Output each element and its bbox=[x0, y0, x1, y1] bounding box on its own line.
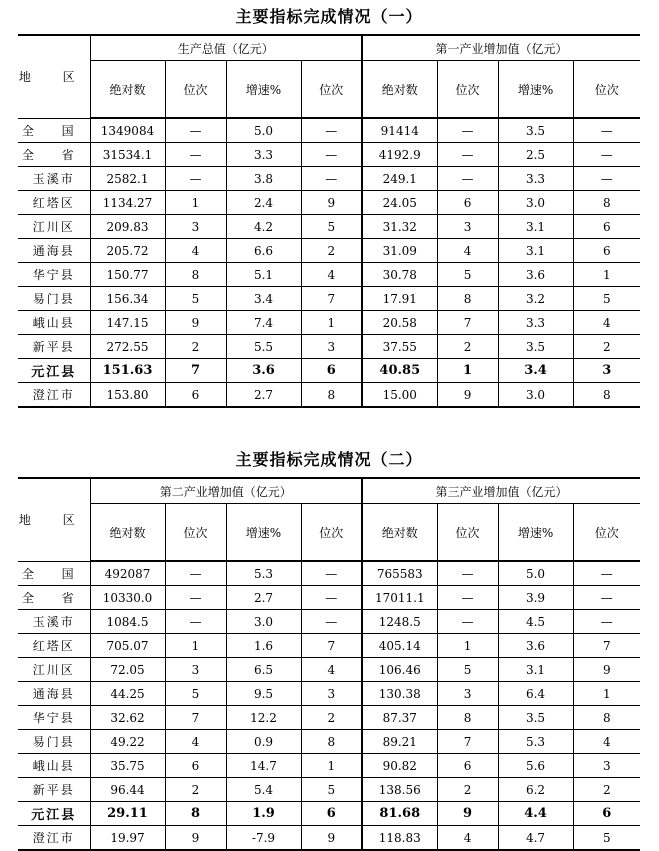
table-cell: 7 bbox=[301, 634, 362, 658]
table-row bbox=[18, 658, 640, 682]
table-cell: 3 bbox=[573, 359, 640, 383]
table-cell: — bbox=[437, 118, 498, 143]
table-cell: 19.97 bbox=[90, 826, 165, 851]
table-cell: 9.5 bbox=[226, 682, 301, 706]
table-cell: 5.0 bbox=[226, 118, 301, 143]
table-cell: 1 bbox=[301, 754, 362, 778]
table-cell: 6 bbox=[165, 383, 226, 408]
table-cell: 4192.9 bbox=[362, 143, 437, 167]
region-name: 新平县 bbox=[18, 778, 90, 802]
column-header: 位次 bbox=[437, 61, 498, 119]
table-cell: 4.7 bbox=[498, 826, 573, 851]
table-cell: 4 bbox=[165, 239, 226, 263]
table-cell: 9 bbox=[165, 311, 226, 335]
table-cell: 2.7 bbox=[226, 383, 301, 408]
table-cell: 30.78 bbox=[362, 263, 437, 287]
table-row bbox=[18, 215, 640, 239]
table-cell: 3.3 bbox=[226, 143, 301, 167]
table-cell: 3 bbox=[301, 682, 362, 706]
table-cell: 5 bbox=[301, 215, 362, 239]
table-cell: 765583 bbox=[362, 561, 437, 586]
table-section-1 bbox=[18, 0, 640, 408]
table-cell: 8 bbox=[573, 383, 640, 408]
table-cell: 31534.1 bbox=[90, 143, 165, 167]
table-cell: — bbox=[165, 561, 226, 586]
table-row bbox=[18, 335, 640, 359]
region-name: 新平县 bbox=[18, 335, 90, 359]
table-cell: 1.6 bbox=[226, 634, 301, 658]
table-cell: 9 bbox=[437, 802, 498, 826]
column-header: 位次 bbox=[301, 504, 362, 562]
table-cell: 3.1 bbox=[498, 239, 573, 263]
table-cell: 6.2 bbox=[498, 778, 573, 802]
table-cell: 3.1 bbox=[498, 658, 573, 682]
table-cell: 151.63 bbox=[90, 359, 165, 383]
table-cell: 5 bbox=[437, 263, 498, 287]
region-header: 地 区 bbox=[18, 478, 90, 561]
region-name: 通海县 bbox=[18, 682, 90, 706]
region-name: 峨山县 bbox=[18, 754, 90, 778]
table-row bbox=[18, 239, 640, 263]
table-cell: 153.80 bbox=[90, 383, 165, 408]
table-cell: 3.3 bbox=[498, 311, 573, 335]
table-cell: 5.3 bbox=[226, 561, 301, 586]
region-name: 红塔区 bbox=[18, 634, 90, 658]
table-cell: 7 bbox=[165, 706, 226, 730]
table-cell: 49.22 bbox=[90, 730, 165, 754]
column-header: 绝对数 bbox=[362, 504, 437, 562]
table-cell: 3 bbox=[437, 682, 498, 706]
region-name: 全 省 bbox=[18, 586, 90, 610]
table-cell: 5 bbox=[165, 682, 226, 706]
table-cell: 4.5 bbox=[498, 610, 573, 634]
column-header: 增速% bbox=[226, 504, 301, 562]
table-row bbox=[18, 143, 640, 167]
table-cell: 3.6 bbox=[226, 359, 301, 383]
table-cell: 5.6 bbox=[498, 754, 573, 778]
table-cell: 3.3 bbox=[498, 167, 573, 191]
table-cell: — bbox=[437, 143, 498, 167]
column-header: 位次 bbox=[165, 61, 226, 119]
table-cell: 130.38 bbox=[362, 682, 437, 706]
table-cell: — bbox=[437, 586, 498, 610]
table-cell: 6 bbox=[573, 215, 640, 239]
table-cell: 156.34 bbox=[90, 287, 165, 311]
table-cell: 14.7 bbox=[226, 754, 301, 778]
table-cell: — bbox=[437, 167, 498, 191]
table-cell: 6.6 bbox=[226, 239, 301, 263]
table-cell: — bbox=[301, 118, 362, 143]
column-header: 增速% bbox=[226, 61, 301, 119]
table-cell: 5 bbox=[573, 287, 640, 311]
table-cell: 1 bbox=[573, 682, 640, 706]
table-row bbox=[18, 634, 640, 658]
table-cell: 3.5 bbox=[498, 118, 573, 143]
table-cell: 17011.1 bbox=[362, 586, 437, 610]
region-name: 玉溪市 bbox=[18, 167, 90, 191]
table-row bbox=[18, 754, 640, 778]
table-cell: 3.5 bbox=[498, 706, 573, 730]
table-cell: 3.4 bbox=[498, 359, 573, 383]
table-cell: 4 bbox=[301, 658, 362, 682]
table-cell: 106.46 bbox=[362, 658, 437, 682]
table-cell: — bbox=[301, 586, 362, 610]
table-cell: 17.91 bbox=[362, 287, 437, 311]
column-header: 位次 bbox=[573, 504, 640, 562]
region-name: 全 省 bbox=[18, 143, 90, 167]
table-row bbox=[18, 778, 640, 802]
table-cell: 44.25 bbox=[90, 682, 165, 706]
region-name: 元江县 bbox=[18, 359, 90, 383]
table-cell: 2 bbox=[301, 239, 362, 263]
table-cell: 3 bbox=[301, 335, 362, 359]
table-cell: 1 bbox=[165, 634, 226, 658]
table-cell: 8 bbox=[165, 802, 226, 826]
table-row bbox=[18, 191, 640, 215]
table-cell: 90.82 bbox=[362, 754, 437, 778]
column-header: 增速% bbox=[498, 504, 573, 562]
table-cell: 3 bbox=[437, 215, 498, 239]
table-row bbox=[18, 802, 640, 826]
table-cell: 5.0 bbox=[498, 561, 573, 586]
region-name: 元江县 bbox=[18, 802, 90, 826]
table-cell: 29.11 bbox=[90, 802, 165, 826]
column-header: 位次 bbox=[301, 61, 362, 119]
region-header: 地 区 bbox=[18, 35, 90, 118]
table-cell: 35.75 bbox=[90, 754, 165, 778]
table-cell: 1.9 bbox=[226, 802, 301, 826]
table-cell: 6 bbox=[301, 802, 362, 826]
table-body bbox=[18, 118, 640, 407]
table-cell: — bbox=[165, 118, 226, 143]
table-body bbox=[18, 561, 640, 850]
table-cell: 3 bbox=[165, 658, 226, 682]
table-cell: 2.7 bbox=[226, 586, 301, 610]
table-cell: 7.4 bbox=[226, 311, 301, 335]
table-cell: 147.15 bbox=[90, 311, 165, 335]
table-cell: 9 bbox=[437, 383, 498, 408]
table-cell: 20.58 bbox=[362, 311, 437, 335]
table-cell: 1349084 bbox=[90, 118, 165, 143]
table-cell: 1 bbox=[437, 359, 498, 383]
table-row bbox=[18, 610, 640, 634]
table-cell: 4 bbox=[437, 826, 498, 851]
table-cell: 2582.1 bbox=[90, 167, 165, 191]
region-name: 玉溪市 bbox=[18, 610, 90, 634]
table-cell: 37.55 bbox=[362, 335, 437, 359]
table-cell: 1084.5 bbox=[90, 610, 165, 634]
column-header: 位次 bbox=[573, 61, 640, 119]
table-cell: 5 bbox=[165, 287, 226, 311]
table-cell: — bbox=[573, 118, 640, 143]
table-cell: 9 bbox=[301, 191, 362, 215]
table-cell: 8 bbox=[437, 287, 498, 311]
table-cell: 3 bbox=[573, 754, 640, 778]
region-name: 易门县 bbox=[18, 287, 90, 311]
table-cell: — bbox=[573, 167, 640, 191]
table-cell: 150.77 bbox=[90, 263, 165, 287]
table-cell: — bbox=[165, 167, 226, 191]
table-cell: 8 bbox=[165, 263, 226, 287]
table-row bbox=[18, 383, 640, 408]
table-cell: 2 bbox=[437, 335, 498, 359]
region-name: 峨山县 bbox=[18, 311, 90, 335]
table-cell: 205.72 bbox=[90, 239, 165, 263]
table-cell: 1134.27 bbox=[90, 191, 165, 215]
table-cell: 7 bbox=[437, 730, 498, 754]
table-cell: 5 bbox=[573, 826, 640, 851]
table-cell: 81.68 bbox=[362, 802, 437, 826]
table-cell: 6.5 bbox=[226, 658, 301, 682]
table-row bbox=[18, 118, 640, 143]
table-cell: 6.4 bbox=[498, 682, 573, 706]
table-cell: 40.85 bbox=[362, 359, 437, 383]
table-cell: 3.0 bbox=[498, 383, 573, 408]
region-name: 红塔区 bbox=[18, 191, 90, 215]
region-name: 华宁县 bbox=[18, 263, 90, 287]
table-cell: — bbox=[573, 586, 640, 610]
table-cell: — bbox=[301, 561, 362, 586]
group-header: 第三产业增加值（亿元） bbox=[362, 478, 640, 504]
table-cell: — bbox=[165, 143, 226, 167]
table-cell: 1 bbox=[165, 191, 226, 215]
table-cell: 3.9 bbox=[498, 586, 573, 610]
table-cell: 31.32 bbox=[362, 215, 437, 239]
region-name: 全 国 bbox=[18, 561, 90, 586]
table-row bbox=[18, 826, 640, 851]
table-cell: — bbox=[165, 586, 226, 610]
table-cell: 3 bbox=[165, 215, 226, 239]
table-cell: — bbox=[301, 143, 362, 167]
table-cell: 5.5 bbox=[226, 335, 301, 359]
table-cell: 249.1 bbox=[362, 167, 437, 191]
table-cell: 5.1 bbox=[226, 263, 301, 287]
table-cell: 72.05 bbox=[90, 658, 165, 682]
table-cell: 1 bbox=[301, 311, 362, 335]
table-cell: 2 bbox=[573, 335, 640, 359]
table-cell: 118.83 bbox=[362, 826, 437, 851]
column-header: 绝对数 bbox=[90, 61, 165, 119]
table-cell: 2 bbox=[165, 778, 226, 802]
table-cell: 8 bbox=[573, 191, 640, 215]
table-cell: 4 bbox=[573, 311, 640, 335]
table-cell: 272.55 bbox=[90, 335, 165, 359]
table-cell: — bbox=[165, 610, 226, 634]
table-row bbox=[18, 287, 640, 311]
table-cell: 4 bbox=[301, 263, 362, 287]
table-cell: 6 bbox=[437, 754, 498, 778]
table-cell: 2 bbox=[437, 778, 498, 802]
table-title: 主要指标完成情况（二） bbox=[235, 450, 423, 469]
region-name: 易门县 bbox=[18, 730, 90, 754]
table-cell: 24.05 bbox=[362, 191, 437, 215]
table-row bbox=[18, 263, 640, 287]
table-cell: 4 bbox=[437, 239, 498, 263]
table-cell: 9 bbox=[301, 826, 362, 851]
indicator-table-2 bbox=[18, 477, 640, 851]
table-cell: — bbox=[437, 610, 498, 634]
table-cell: 2.4 bbox=[226, 191, 301, 215]
table-cell: 6 bbox=[301, 359, 362, 383]
table-cell: 31.09 bbox=[362, 239, 437, 263]
indicator-table-1 bbox=[18, 34, 640, 408]
table-cell: 9 bbox=[165, 826, 226, 851]
table-cell: 3.0 bbox=[498, 191, 573, 215]
table-cell: 8 bbox=[573, 706, 640, 730]
table-cell: 3.6 bbox=[498, 263, 573, 287]
table-cell: 9 bbox=[573, 658, 640, 682]
table-cell: 7 bbox=[165, 359, 226, 383]
table-cell: 8 bbox=[301, 383, 362, 408]
table-cell: 2 bbox=[165, 335, 226, 359]
table-cell: 2 bbox=[573, 778, 640, 802]
table-cell: 1248.5 bbox=[362, 610, 437, 634]
table-cell: 7 bbox=[301, 287, 362, 311]
table-cell: 3.0 bbox=[226, 610, 301, 634]
column-header: 绝对数 bbox=[90, 504, 165, 562]
table-cell: 89.21 bbox=[362, 730, 437, 754]
table-cell: 705.07 bbox=[90, 634, 165, 658]
table-cell: 5.3 bbox=[498, 730, 573, 754]
table-cell: 32.62 bbox=[90, 706, 165, 730]
table-cell: 3.8 bbox=[226, 167, 301, 191]
region-name: 澄江市 bbox=[18, 383, 90, 408]
table-cell: 3.6 bbox=[498, 634, 573, 658]
table-cell: — bbox=[437, 561, 498, 586]
table-cell: 4.2 bbox=[226, 215, 301, 239]
table-cell: 96.44 bbox=[90, 778, 165, 802]
table-row bbox=[18, 682, 640, 706]
group-header: 生产总值（亿元） bbox=[90, 35, 362, 61]
region-name: 江川区 bbox=[18, 658, 90, 682]
table-cell: 6 bbox=[165, 754, 226, 778]
table-cell: 6 bbox=[573, 802, 640, 826]
table-row bbox=[18, 730, 640, 754]
table-cell: 4.4 bbox=[498, 802, 573, 826]
table-cell: 2.5 bbox=[498, 143, 573, 167]
table-cell: 2 bbox=[301, 706, 362, 730]
column-header: 位次 bbox=[437, 504, 498, 562]
region-name: 通海县 bbox=[18, 239, 90, 263]
table-cell: 3.5 bbox=[498, 335, 573, 359]
region-name: 华宁县 bbox=[18, 706, 90, 730]
table-row bbox=[18, 359, 640, 383]
table-cell: 405.14 bbox=[362, 634, 437, 658]
table-title: 主要指标完成情况（一） bbox=[235, 7, 423, 26]
table-cell: 91414 bbox=[362, 118, 437, 143]
table-cell: 8 bbox=[301, 730, 362, 754]
table-cell: 7 bbox=[573, 634, 640, 658]
table-cell: 209.83 bbox=[90, 215, 165, 239]
table-cell: 12.2 bbox=[226, 706, 301, 730]
table-cell: — bbox=[301, 167, 362, 191]
column-header: 增速% bbox=[498, 61, 573, 119]
region-name: 江川区 bbox=[18, 215, 90, 239]
table-cell: 6 bbox=[573, 239, 640, 263]
group-header: 第一产业增加值（亿元） bbox=[362, 35, 640, 61]
column-header: 绝对数 bbox=[362, 61, 437, 119]
table-cell: 10330.0 bbox=[90, 586, 165, 610]
table-cell: 3.2 bbox=[498, 287, 573, 311]
table-row bbox=[18, 311, 640, 335]
table-cell: — bbox=[573, 610, 640, 634]
table-cell: 15.00 bbox=[362, 383, 437, 408]
table-row bbox=[18, 561, 640, 586]
table-cell: — bbox=[573, 143, 640, 167]
table-cell: 3.4 bbox=[226, 287, 301, 311]
table-cell: 1 bbox=[437, 634, 498, 658]
table-cell: 7 bbox=[437, 311, 498, 335]
table-cell: 138.56 bbox=[362, 778, 437, 802]
table-row bbox=[18, 167, 640, 191]
table-cell: 492087 bbox=[90, 561, 165, 586]
table-cell: — bbox=[301, 610, 362, 634]
table-cell: 8 bbox=[437, 706, 498, 730]
table-cell: 1 bbox=[573, 263, 640, 287]
table-cell: 4 bbox=[165, 730, 226, 754]
table-row bbox=[18, 586, 640, 610]
table-cell: 4 bbox=[573, 730, 640, 754]
table-section-2 bbox=[18, 443, 640, 851]
table-cell: 5 bbox=[437, 658, 498, 682]
table-cell: 0.9 bbox=[226, 730, 301, 754]
table-cell: — bbox=[573, 561, 640, 586]
table-cell: 5 bbox=[301, 778, 362, 802]
table-cell: 87.37 bbox=[362, 706, 437, 730]
table-row bbox=[18, 706, 640, 730]
region-name: 澄江市 bbox=[18, 826, 90, 851]
region-name: 全 国 bbox=[18, 118, 90, 143]
table-cell: 6 bbox=[437, 191, 498, 215]
group-header: 第二产业增加值（亿元） bbox=[90, 478, 362, 504]
table-cell: -7.9 bbox=[226, 826, 301, 851]
table-cell: 3.1 bbox=[498, 215, 573, 239]
table-cell: 5.4 bbox=[226, 778, 301, 802]
column-header: 位次 bbox=[165, 504, 226, 562]
